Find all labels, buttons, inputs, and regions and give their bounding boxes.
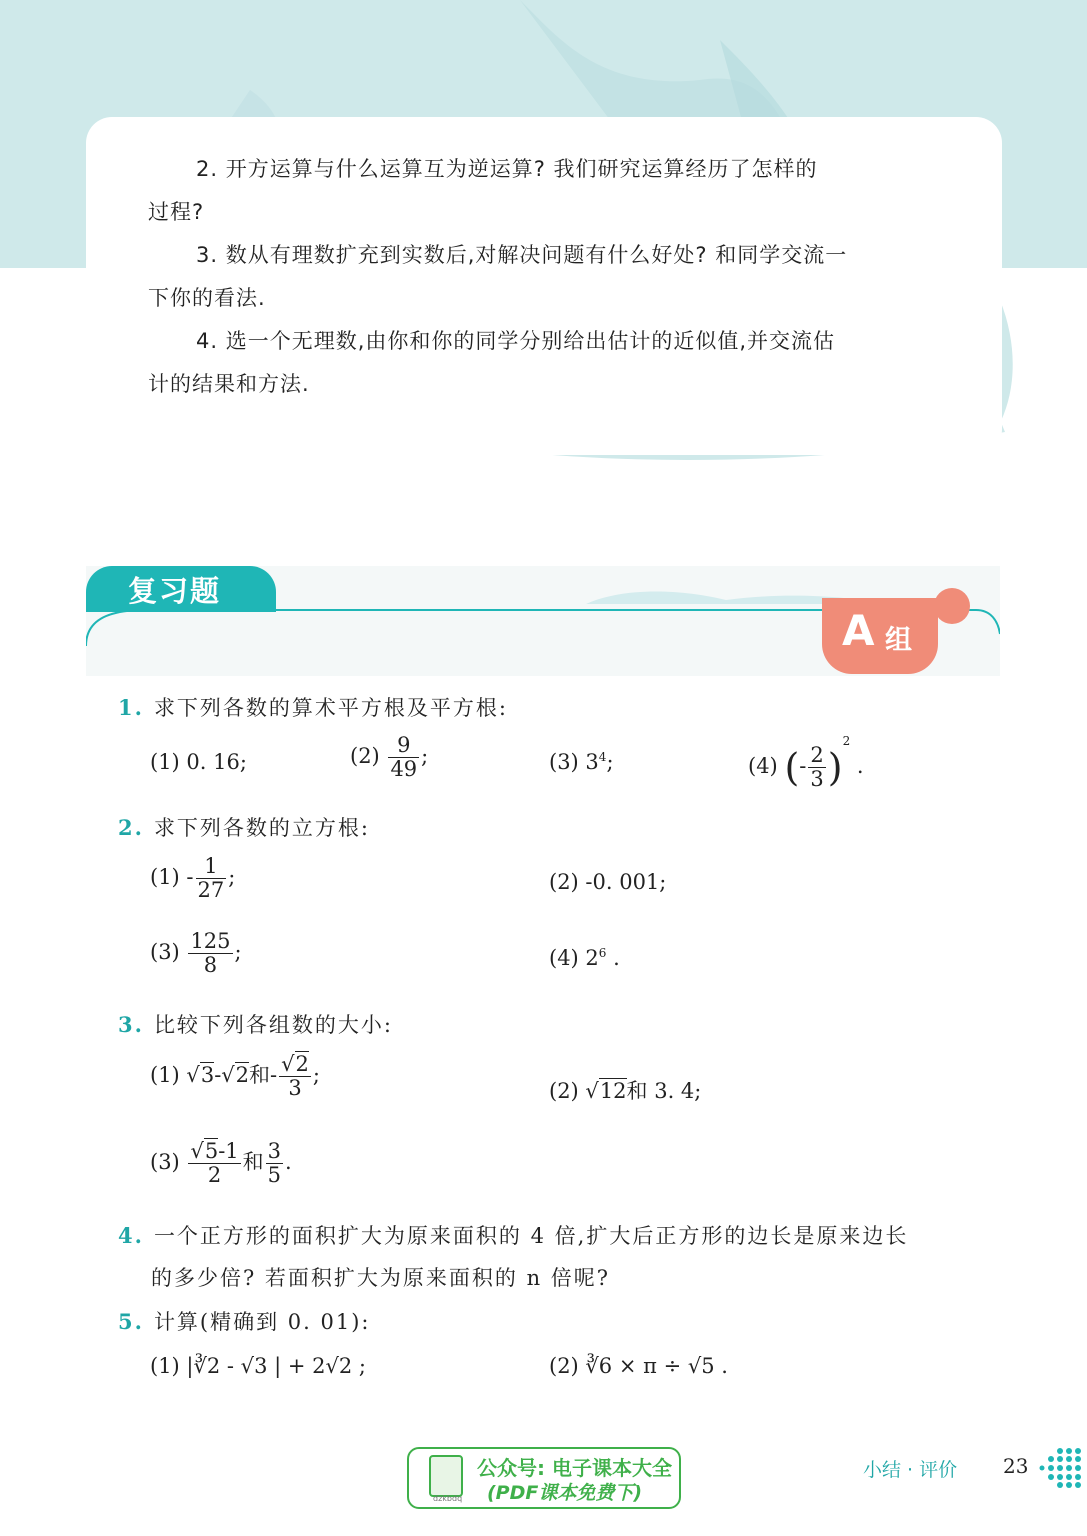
- discussion-q2-line2: 过程?: [148, 200, 205, 224]
- discussion-q4-line2: 计的结果和方法.: [148, 372, 310, 396]
- problem-number: 5.: [118, 1309, 144, 1334]
- p1-item-4: (4) (- $\frac{2}{3}$ )$^2$ .: [748, 734, 864, 791]
- p3-item-2: (2) √12和 3. 4;: [549, 1079, 702, 1103]
- p1-item-2: (2) $\frac{9}{49}$ ;: [350, 733, 429, 782]
- discussion-card: [86, 117, 1002, 455]
- problem-number: 2.: [118, 815, 144, 840]
- document-icon: [429, 1455, 463, 1497]
- problem-5: [118, 1306, 371, 1336]
- problem-number: 4.: [118, 1223, 144, 1248]
- badge-line1: 公众号: 电子课本大全: [477, 1456, 672, 1480]
- p5-item-1: (1) |∛2 - √3 | + 2√2 ;: [150, 1354, 366, 1378]
- problem-text: 求下列各数的算术平方根及平方根:: [153, 696, 509, 720]
- group-a-badge: [822, 598, 938, 674]
- discussion-q3-line1: 3. 数从有理数扩充到实数后,对解决问题有什么好处? 和同学交流一: [196, 243, 848, 267]
- problem-number: 3.: [118, 1012, 144, 1037]
- badge-icon-label: dzkbdq: [433, 1494, 463, 1503]
- p2-item-1: (1) - $\frac{1}{27}$ ;: [150, 854, 236, 903]
- discussion-q3-line2: 下你的看法.: [148, 286, 266, 310]
- review-title: 复习题: [128, 574, 222, 608]
- problem-4: [118, 1220, 908, 1250]
- badge-line2: (PDF课本免费下): [487, 1482, 643, 1504]
- problem-2: [118, 812, 370, 842]
- problem-text: 比较下列各组数的大小:: [153, 1013, 394, 1037]
- group-word: 组: [885, 625, 912, 656]
- problem-4-line2: 的多少倍? 若面积扩大为原来面积的 n 倍呢?: [151, 1266, 611, 1290]
- p2-item-3: (3) $\frac{125}{8}$ ;: [150, 929, 242, 978]
- page-number: 23: [1003, 1454, 1029, 1478]
- discussion-q4-line1: 4. 选一个无理数,由你和你的同学分别给出估计的近似值,并交流估: [196, 329, 836, 353]
- group-letter: A: [842, 606, 875, 655]
- p1-item-1: (1) 0. 16;: [150, 750, 247, 774]
- dot-pattern-icon: [1038, 1446, 1084, 1490]
- wechat-badge[interactable]: [407, 1447, 681, 1509]
- problem-text: 一个正方形的面积扩大为原来面积的 4 倍,扩大后正方形的边长是原来边长: [153, 1224, 909, 1248]
- p3-item-3: (3) $\frac{√5-1}{2}$ 和 $\frac{3}{5}$ .: [150, 1139, 292, 1188]
- problem-3: [118, 1009, 393, 1039]
- problem-number: 1.: [118, 695, 144, 720]
- problem-text: 求下列各数的立方根:: [153, 816, 371, 840]
- p2-item-4: (4) $2^6$ .: [549, 946, 620, 970]
- section-label: 小结 · 评价: [863, 1459, 958, 1481]
- p1-item-3: (3) $3^4$;: [549, 750, 614, 774]
- p5-item-2: (2) ∛6 × π ÷ √5 .: [549, 1354, 728, 1378]
- p2-item-2: (2) -0. 001;: [549, 870, 667, 894]
- discussion-q2-line1: 2. 开方运算与什么运算互为逆运算? 我们研究运算经历了怎样的: [196, 157, 818, 181]
- problem-1: [118, 692, 508, 722]
- p3-item-1: (1) √3-√2和- $\frac{√2}{3}$ ;: [150, 1052, 320, 1101]
- problem-text: 计算(精确到 0. 01):: [153, 1310, 371, 1334]
